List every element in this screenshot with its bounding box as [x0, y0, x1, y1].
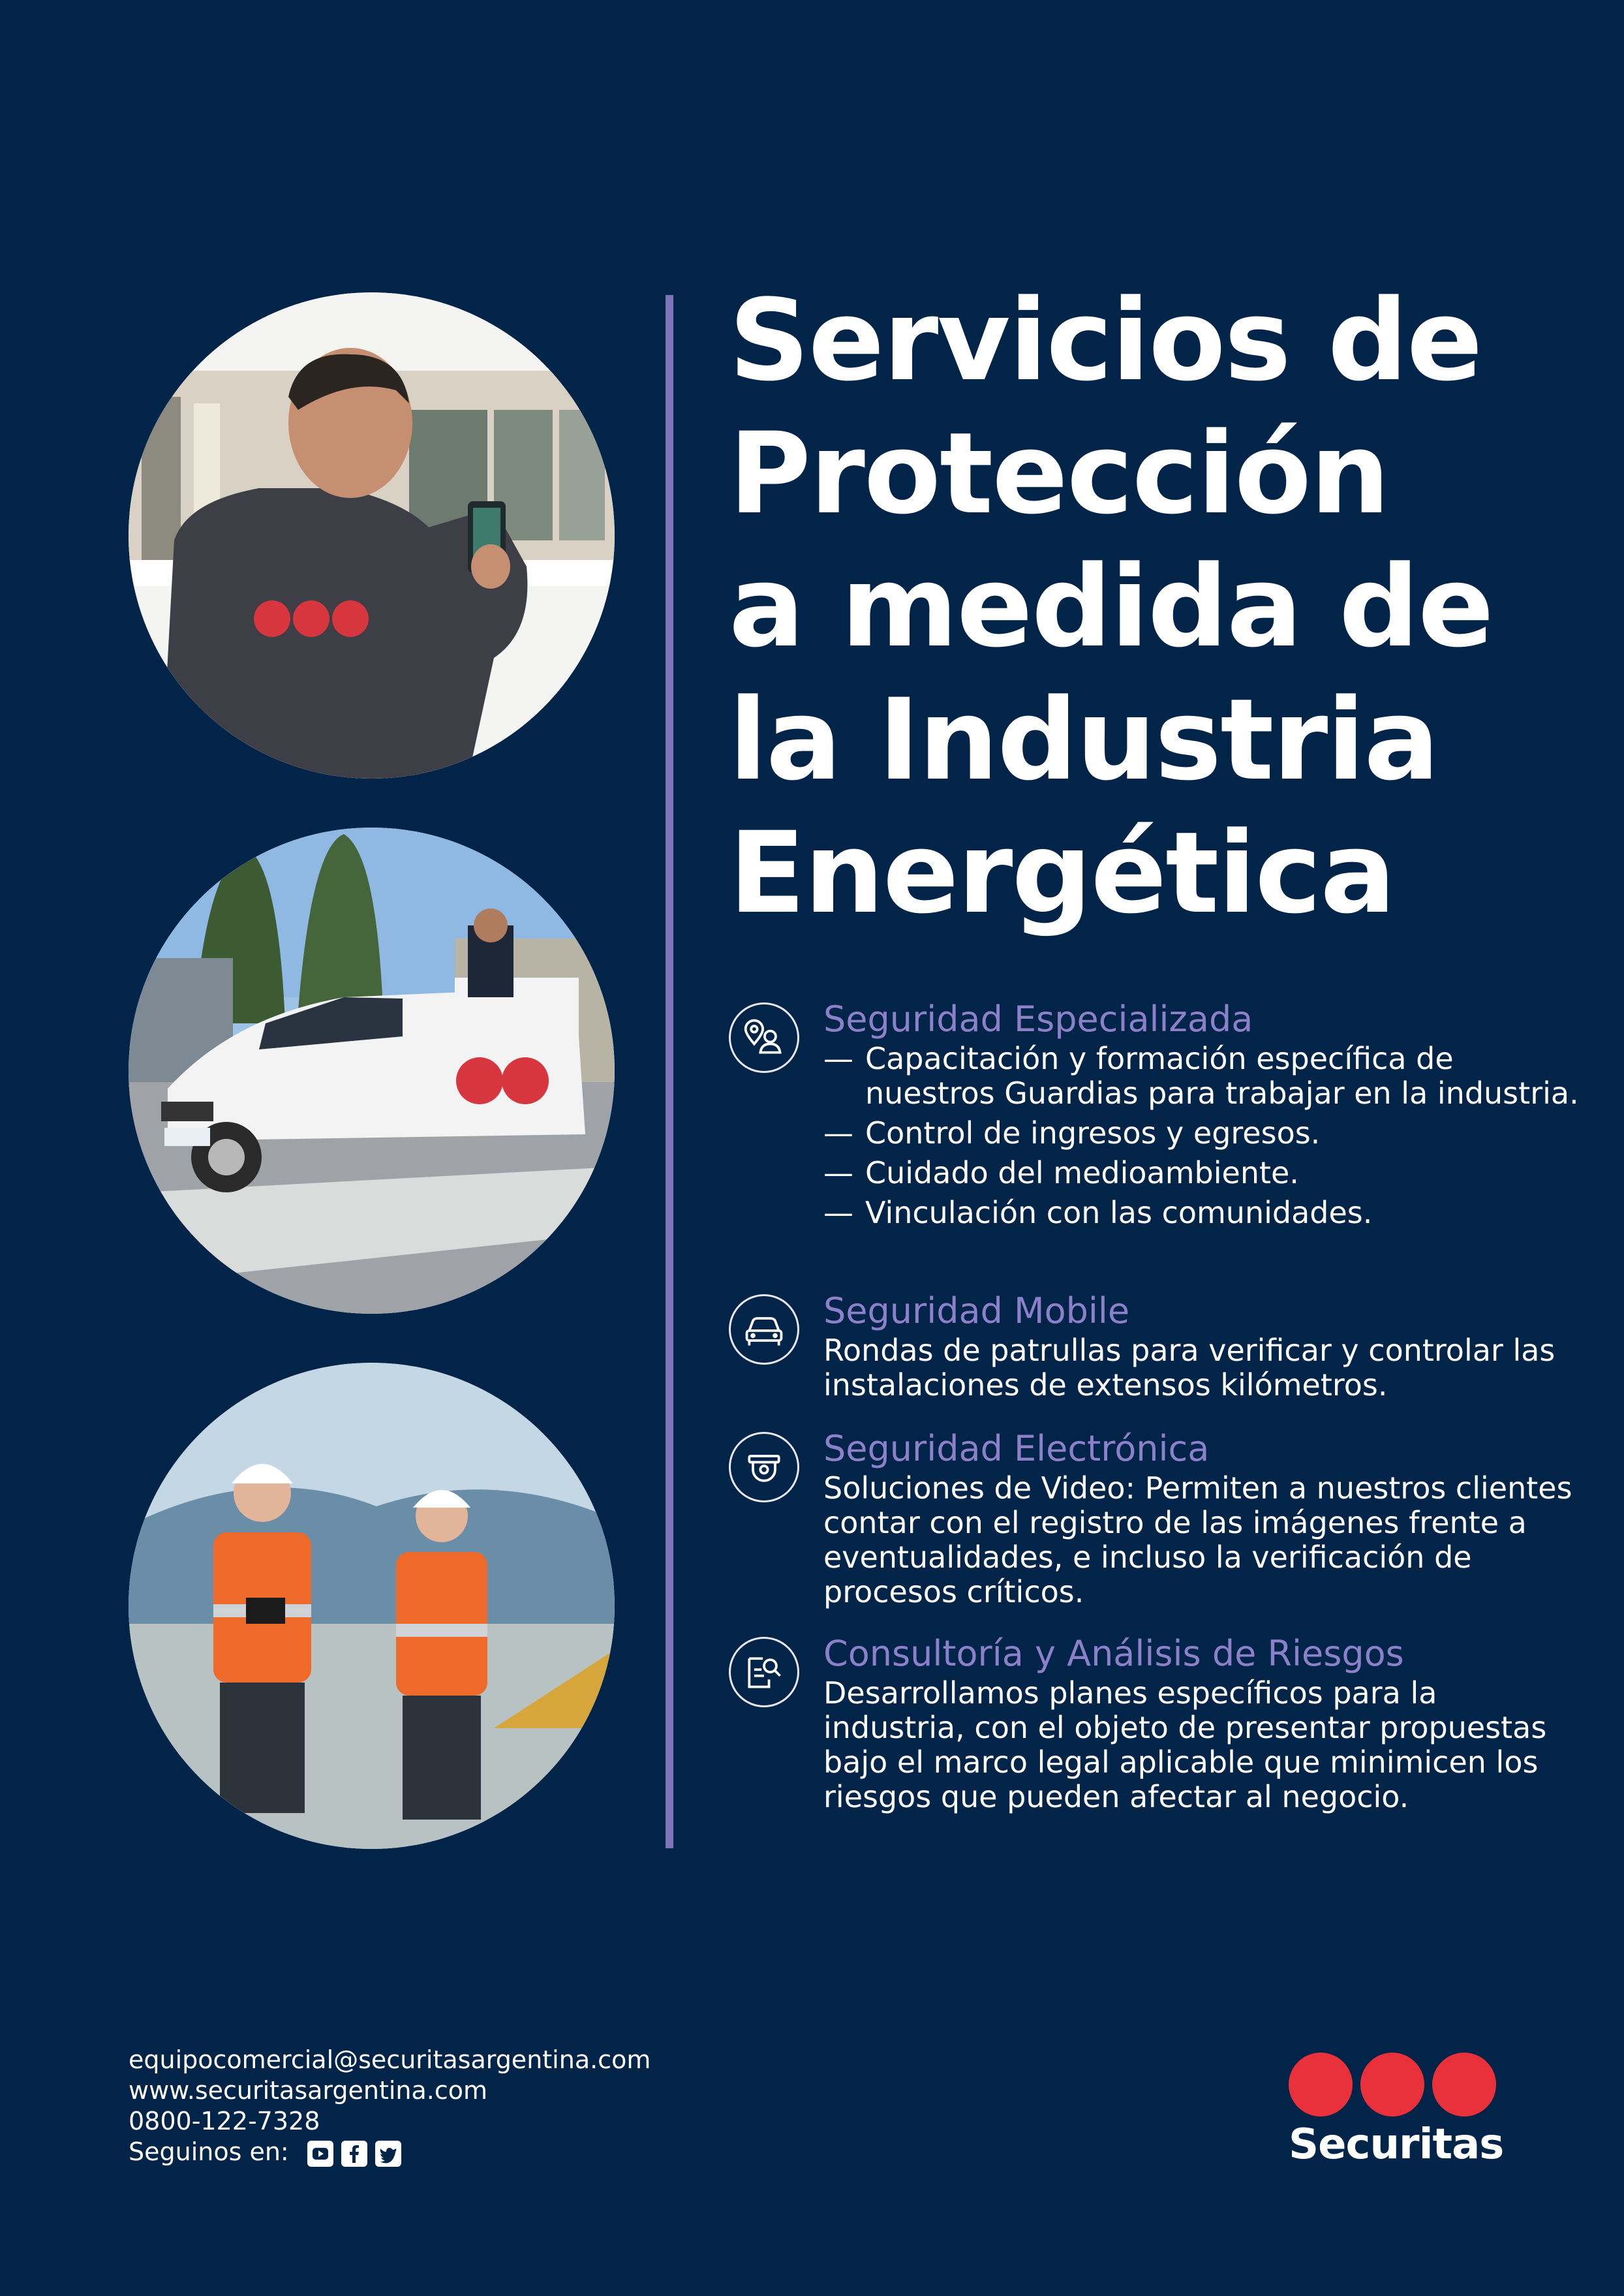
social-row — [129, 2137, 716, 2167]
service-title: Seguridad Mobile — [823, 1290, 1130, 1331]
bullet-text: Control de ingresos y egresos. — [865, 1115, 1321, 1151]
service-bullet-list — [823, 1042, 1580, 1235]
service-title: Seguridad Electrónica — [823, 1428, 1210, 1469]
headline — [729, 274, 1577, 940]
bullet-text: Capacitación y formación específica de nuestros Guardias para trabajar en la industria. — [865, 1041, 1579, 1111]
list-item: — Vinculación con las comunidades. — [823, 1195, 1373, 1230]
service-description: Desarrollamos planes específicos para la industria, con el objeto de presentar propuestas bajo el marco legal aplicable que minimicen los riesgos que pueden afectar al negocio. — [823, 1675, 1547, 1814]
list-item: — Control de ingresos y egresos. — [823, 1115, 1321, 1151]
service-title: Consultoría y Análisis de Riesgos — [823, 1633, 1404, 1674]
bullet-text: Vinculación con las comunidades. — [865, 1195, 1373, 1230]
contact-block — [129, 2045, 716, 2167]
headline-line: a medida de — [729, 541, 1493, 672]
contact-email[interactable]: equipocomercial@securitasargentina.com — [129, 2045, 651, 2074]
headline-line: Energética — [729, 807, 1395, 939]
social-icons — [307, 2141, 401, 2167]
logo-dot — [1360, 2053, 1424, 2117]
vertical-divider — [666, 295, 673, 1848]
logo-dot — [1289, 2053, 1353, 2117]
twitter-icon[interactable] — [375, 2141, 401, 2167]
headline-line: la Industria — [729, 674, 1439, 805]
photo-workers-industry — [129, 1363, 615, 1849]
brand-name: Securitas — [1289, 2120, 1504, 2169]
document-search-icon — [729, 1637, 799, 1707]
headline-line: Servicios de — [729, 275, 1482, 406]
location-person-icon — [729, 1002, 799, 1073]
dome-camera-icon — [729, 1432, 799, 1502]
contact-phone[interactable]: 0800-122-7328 — [129, 2107, 320, 2135]
logo-dot — [1432, 2053, 1496, 2117]
photo-guard-with-phone — [129, 292, 615, 779]
list-item: — Capacitación y formación específica de nuestros Guardias para trabajar en la industria. — [823, 1041, 1579, 1111]
service-title: Seguridad Especializada — [823, 999, 1253, 1040]
contact-website[interactable]: www.securitasargentina.com — [129, 2076, 488, 2105]
list-item: — Cuidado del medioambiente. — [823, 1155, 1299, 1190]
social-label: Seguinos en: — [129, 2137, 289, 2166]
youtube-icon[interactable] — [307, 2141, 333, 2167]
car-icon — [729, 1294, 799, 1365]
headline-line: Protección — [729, 408, 1389, 539]
service-description: Rondas de patrullas para verificar y controlar las instalaciones de extensos kilómetros. — [823, 1333, 1555, 1403]
logo-dots — [1289, 2053, 1510, 2117]
securitas-logo — [1289, 2053, 1510, 2173]
service-description: Soluciones de Video: Permiten a nuestros clientes contar con el registro de las imágenes frente a eventualidades, e incluso la verificación de procesos críticos. — [823, 1470, 1572, 1609]
photo-patrol-car — [129, 828, 615, 1314]
bullet-text: Cuidado del medioambiente. — [865, 1155, 1299, 1190]
facebook-icon[interactable] — [341, 2141, 367, 2167]
